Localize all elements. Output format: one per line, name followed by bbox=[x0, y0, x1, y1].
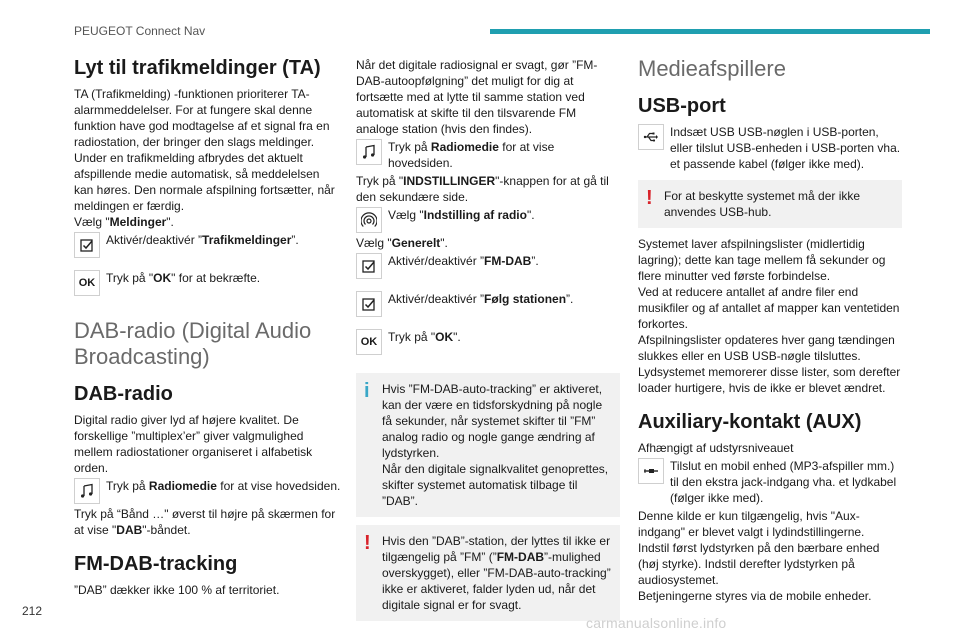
column-1 bbox=[74, 56, 342, 598]
settings-instruction: Tryk på "INDSTILLINGER"-knappen for at gå til den sekundære side. bbox=[356, 174, 609, 204]
aux-row: Tilslut en mobil enhed (MP3-afspiller mm.) til den ekstra jack-indgang vha. et lydkabel (følger ikke med). bbox=[638, 458, 902, 506]
heading-aux: Auxiliary-kontakt (AUX) bbox=[638, 411, 862, 433]
page-number: 212 bbox=[22, 604, 43, 618]
general-instruction: Vælg "Generelt". bbox=[356, 236, 448, 250]
aux-paragraph-2: Denne kilde er kun tilgængelig, hvis "Aux-indgang" er blevet valgt i lydindstillingerne. bbox=[638, 509, 865, 539]
aux-paragraph-3: Indstil først lydstyrken på den bærbare enhed (høj styrke). Indstil derefter lydstyrken på audiosystemet. bbox=[638, 541, 880, 587]
ok-icon: OK bbox=[356, 329, 382, 355]
warning-note: ! Hvis den ”DAB”-station, der lyttes til ikke er tilgængelig på ”FM” (”FM-DAB”-mulighed overskygget), eller ”FM-DAB-auto-tracking” ikke er aktiveret, falder lyden ud, når det digitale signal er for svagt. bbox=[356, 525, 620, 621]
usb-icon bbox=[638, 124, 664, 150]
fm-dab-auto-paragraph: Når det digitale radiosignal er svagt, gør ”FM-DAB-autoopfølgning” det muligt for dig at fortsætte med at lytte til samme station ved automatisk at skifte til den tilsvarende FM analoge station (hvis den findes). bbox=[356, 58, 598, 136]
radio-settings-row: Vælg "Indstilling af radio". bbox=[356, 207, 620, 233]
usb-paragraph-3: Afspilningslister opdateres hver gang tændingen slukkes eller en USB USB-nøgle tilsluttes. Lydsystemet memorerer disse lister, som derefter loader hurtigere, hvis de ikke er blevet ændret. bbox=[638, 333, 901, 395]
dab-paragraph: Digital radio giver lyd af højere kvalitet. De forskellige ”multiplex’er” giver valgmulighed mellem radiostationer organiseret i alfabetisk orden. bbox=[74, 413, 313, 475]
ta-ok-row: OK Tryk på "OK" for at bekræfte. bbox=[74, 270, 342, 296]
ta-select-meldinger: Vælg "Meldinger". bbox=[74, 215, 174, 229]
checkbox-toggle-icon bbox=[356, 291, 382, 317]
info-note: i Hvis ”FM-DAB-auto-tracking” er aktiveret, kan der være en tidsforskydning på nogle få sekunder, når systemet skifter til ”FM” analog radio og nogle gange ændring af lydstyrken. Når den digitale signalkvalitet genoprettes, skifter systemet automatisk tilbage til ”DAB”. bbox=[356, 373, 620, 517]
music-note-icon bbox=[356, 139, 382, 165]
follow-station-toggle-row: Aktivér/deaktivér ”Følg stationen”. bbox=[356, 291, 620, 317]
ok-icon: OK bbox=[74, 270, 100, 296]
fm-dab-paragraph: ”DAB” dækker ikke 100 % af territoriet. bbox=[74, 583, 280, 597]
fm-dab-toggle-row: Aktivér/deaktivér ”FM-DAB”. bbox=[356, 253, 620, 279]
heading-traffic-announcements: Lyt til trafikmeldinger (TA) bbox=[74, 57, 321, 79]
music-note-icon bbox=[74, 478, 100, 504]
warning-icon: ! bbox=[364, 532, 371, 554]
column-2 bbox=[356, 57, 620, 629]
dab-band-instruction: Tryk på “Bånd …" øverst til højre på skærmen for at vise "DAB"-båndet. bbox=[74, 507, 336, 537]
aux-paragraph-4: Betjeningerne styres via de mobile enheder. bbox=[638, 589, 872, 603]
aux-paragraph-1: Afhængigt af udstyrsniveauet bbox=[638, 441, 794, 455]
ok-row: OK Tryk på "OK". bbox=[356, 329, 620, 355]
ta-toggle-row: Aktivér/deaktivér ”Trafikmeldinger”. bbox=[74, 232, 342, 258]
heading-fm-dab-tracking: FM-DAB-tracking bbox=[74, 553, 238, 575]
warning-icon: ! bbox=[646, 187, 653, 209]
checkbox-toggle-icon bbox=[356, 253, 382, 279]
heading-usb-port: USB-port bbox=[638, 95, 726, 117]
column-3 bbox=[638, 56, 902, 604]
checkbox-toggle-icon bbox=[74, 232, 100, 258]
dab-media-row: Tryk på Radiomedie for at vise hovedsiden. bbox=[74, 478, 342, 504]
info-icon: i bbox=[364, 380, 370, 402]
jack-plug-icon bbox=[638, 458, 664, 484]
ta-paragraph: TA (Trafikmelding) -funktionen prioriterer TA-alarmmeddelelser. For at fungere skal denne funktion have god modtagelse af et signal fra en radiostation, der bringer den slags meldinger. Under en trafikmelding afbrydes det aktuelt afspillende medie automatisk, så meddelelsen kan høres. Den normale afspilning fortsætter, når meldingen er færdig. bbox=[74, 87, 335, 213]
header-accent-bar bbox=[490, 29, 930, 34]
usb-row: Indsæt USB USB-nøglen i USB-porten, eller tilslut USB-enheden i USB-porten vha. et passende kabel (følger ikke med). bbox=[638, 124, 902, 172]
heading-media-players: Medieafspillere bbox=[638, 56, 786, 81]
heading-dab-radio-section: DAB-radio (Digital Audio Broadcasting) bbox=[74, 318, 312, 369]
radio-settings-icon bbox=[356, 207, 382, 233]
watermark: carmanualsonline.info bbox=[586, 615, 727, 631]
heading-dab-radio: DAB-radio bbox=[74, 383, 173, 405]
media-row: Tryk på Radiomedie for at vise hovedsiden. bbox=[356, 139, 620, 171]
usb-paragraph-1: Systemet laver afspilningslister (midlertidig lagring); dette kan tage mellem få sekunder og flere minutter ved første forbindelse. bbox=[638, 237, 886, 283]
usb-warning-note: ! For at beskytte systemet må der ikke anvendes USB-hub. bbox=[638, 180, 902, 228]
header-title: PEUGEOT Connect Nav bbox=[74, 24, 206, 38]
usb-paragraph-2: Ved at reducere antallet af andre filer end musikfiler og af antallet af mapper kan ventetiden forkortes. bbox=[638, 285, 900, 331]
